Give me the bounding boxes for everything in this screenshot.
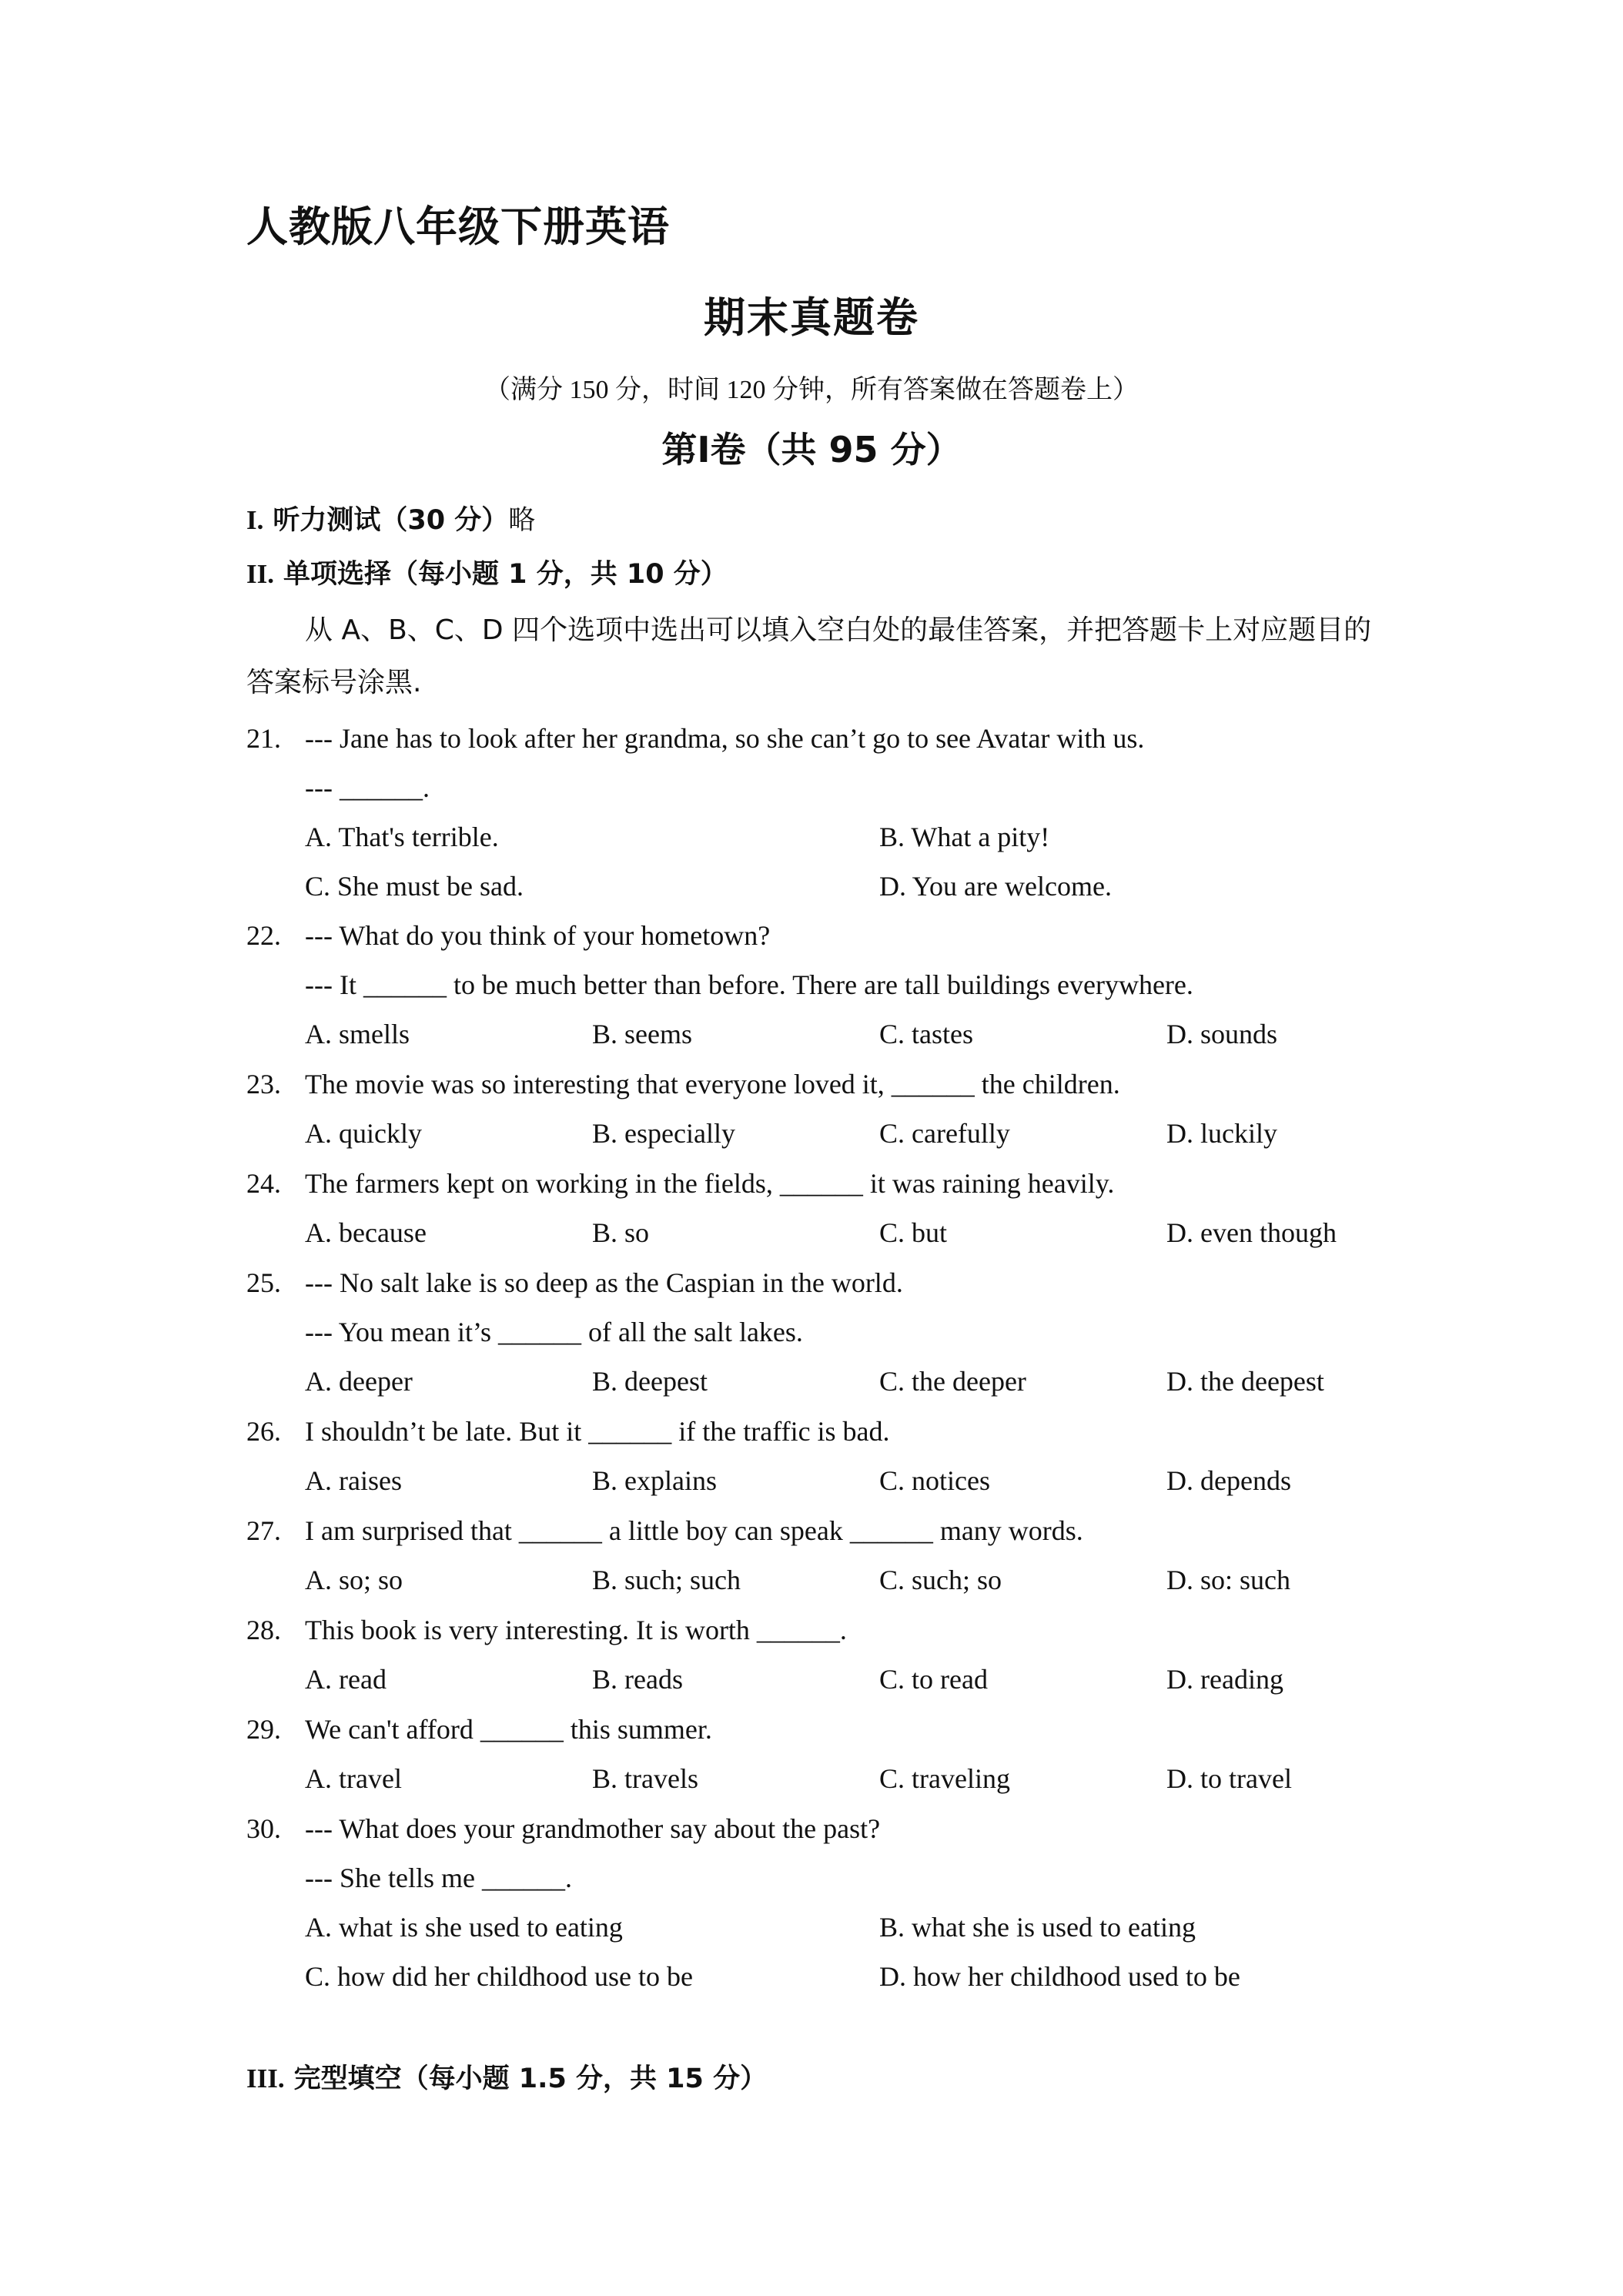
question-line: This book is very interesting. It is worth ______. [305,1615,847,1645]
section-2-heading [246,553,728,591]
question-number: 22. [246,920,281,951]
option-c[interactable]: C. tastes [879,1019,973,1049]
section-title: 单项选择（每小题 1 分，共 10 分） [283,559,728,590]
option-d[interactable]: D. even though [1166,1217,1337,1248]
option-b[interactable]: B. What a pity! [879,822,1050,852]
section-1-heading [246,499,535,537]
option-a[interactable]: A. read [305,1664,387,1695]
option-c[interactable]: C. the deeper [879,1366,1026,1397]
question-line: --- Jane has to look after her grandma, so she can’t go to see Avatar with us. [305,723,1145,754]
option-d[interactable]: D. You are welcome. [879,871,1112,902]
question-line: The movie was so interesting that everyone loved it, ______ the children. [305,1069,1120,1099]
option-c[interactable]: C. such; so [879,1565,1002,1595]
section-3-heading [246,2057,767,2096]
option-a[interactable]: A. because [305,1217,427,1248]
section-title: 完型填空（每小题 1.5 分，共 15 分） [293,2063,768,2094]
option-c[interactable]: C. but [879,1217,948,1248]
question-number: 27. [246,1515,281,1546]
document-title: 人教版八年级下册英语 [246,202,670,251]
question-number: 24. [246,1168,281,1199]
exam-note: （满分 150 分，时间 120 分钟，所有答案做在答题卷上） [484,376,1139,404]
option-b[interactable]: B. so [592,1217,650,1248]
option-c[interactable]: C. She must be sad. [305,871,524,902]
option-d[interactable]: D. so: such [1166,1565,1290,1595]
option-b[interactable]: B. deepest [592,1366,708,1397]
question-line: We can't afford ______ this summer. [305,1714,712,1745]
question-number: 30. [246,1813,281,1844]
exam-title: 期末真题卷 [704,293,919,342]
question-line: I shouldn’t be late. But it ______ if the traffic is bad. [305,1416,890,1447]
section-number: I. [246,505,264,535]
question-number: 26. [246,1416,281,1447]
option-d[interactable]: D. sounds [1166,1019,1278,1049]
section-2-instruction: 从 A、B、C、D 四个选项中选出可以填入空白处的最佳答案，并把答题卡上对应题目的答案标号涂黑. [246,614,1372,698]
option-a[interactable]: A. That's terrible. [305,822,499,852]
question-line: --- You mean it’s ______ of all the salt lakes. [305,1317,803,1347]
option-d[interactable]: D. depends [1166,1465,1291,1496]
question-number: 29. [246,1714,281,1745]
option-d[interactable]: D. how her childhood used to be [879,1961,1240,1992]
option-a[interactable]: A. travel [305,1763,402,1794]
option-d[interactable]: D. reading [1166,1664,1283,1695]
question-number: 28. [246,1615,281,1645]
section-note: 略 [508,505,536,536]
option-b[interactable]: B. what she is used to eating [879,1912,1196,1943]
option-a[interactable]: A. smells [305,1019,410,1049]
option-a[interactable]: A. what is she used to eating [305,1912,623,1943]
question-number: 25. [246,1267,281,1298]
question-line: --- What does your grandmother say about the past? [305,1813,881,1844]
question-line: The farmers kept on working in the fields, ______ it was raining heavily. [305,1168,1115,1199]
option-c[interactable]: C. traveling [879,1763,1010,1794]
volume-title: 第I卷（共 95 分） [661,429,962,470]
question-line: --- No salt lake is so deep as the Caspian in the world. [305,1267,903,1298]
option-a[interactable]: A. so; so [305,1565,403,1595]
question-line: --- ______. [305,772,430,803]
question-line: I am surprised that ______ a little boy can speak ______ many words. [305,1515,1083,1546]
question-line: --- It ______ to be much better than before. There are tall buildings everywhere. [305,969,1193,1000]
option-c[interactable]: C. to read [879,1664,988,1695]
option-c[interactable]: C. how did her childhood use to be [305,1961,693,1992]
option-b[interactable]: B. explains [592,1465,717,1496]
section-number: II. [246,559,274,589]
option-c[interactable]: C. carefully [879,1118,1010,1149]
option-c[interactable]: C. notices [879,1465,990,1496]
option-b[interactable]: B. seems [592,1019,692,1049]
option-b[interactable]: B. especially [592,1118,735,1149]
question-line: --- She tells me ______. [305,1863,572,1893]
option-a[interactable]: A. quickly [305,1118,422,1149]
option-b[interactable]: B. travels [592,1763,698,1794]
option-d[interactable]: D. to travel [1166,1763,1292,1794]
option-d[interactable]: D. the deepest [1166,1366,1324,1397]
question-number: 23. [246,1069,281,1099]
option-d[interactable]: D. luckily [1166,1118,1277,1149]
option-b[interactable]: B. reads [592,1664,683,1695]
section-title: 听力测试（30 分） [273,505,509,536]
option-a[interactable]: A. raises [305,1465,402,1496]
option-b[interactable]: B. such; such [592,1565,741,1595]
question-line: --- What do you think of your hometown? [305,920,771,951]
question-number: 21. [246,723,281,754]
section-number: III. [246,2063,285,2094]
option-a[interactable]: A. deeper [305,1366,413,1397]
